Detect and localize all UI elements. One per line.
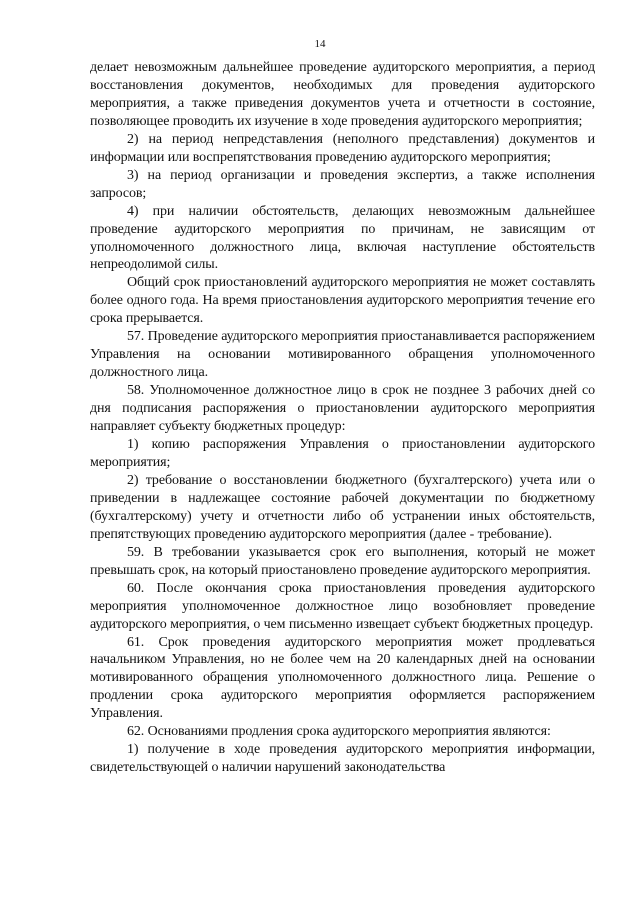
document-body [90,59,595,777]
paragraph-continuation: делает невозможным дальнейшее проведение аудиторского мероприятия, а период восстановления документов, необходимых для проведения аудиторского мероприятия, а также приведения документов учета и отчетности в состояние, позволяющее проводить их изучение в ходе проведения аудиторского мероприятия; [90,60,595,129]
paragraph-item-2: 2) на период непредставления (неполного представления) документов и информации или воспрепятствования проведению аудиторского мероприятия; [90,131,595,165]
paragraph-item-3: 3) на период организации и проведения экспертиз, а также исполнения запросов; [90,167,595,201]
paragraph-62: 62. Основаниями продления срока аудиторского мероприятия являются: [127,724,551,740]
paragraph-item-4: 4) при наличии обстоятельств, делающих невозможным дальнейшее проведение аудиторского мероприятия по причинам, не зависящим от уполномоченного должностного лица, включая наступление обстоятельств непреодолимой силы. [90,203,595,273]
paragraph-61: 61. Срок проведения аудиторского мероприятия может продлеваться начальником Управления, но не более чем на 20 календарных дней на основании мотивированного обращения уполномоченного должностного лица. Решение о продлении срока аудиторского мероприятия оформляется распоряжением Управления. [90,634,595,722]
page-number: 14 [314,38,326,50]
paragraph-59: 59. В требовании указывается срок его выполнения, который не может превышать срок, на который приостановлено проведение аудиторского мероприятия. [90,544,595,578]
paragraph-58-item-1: 1) копию распоряжения Управления о приостановлении аудиторского мероприятия; [90,437,595,470]
paragraph-60: 60. После окончания срока приостановления проведения аудиторского мероприятия уполномоченное должностное лицо возобновляет проведение аудиторского мероприятия, о чем письменно извещает субъект бюджетных процедур. [90,580,595,632]
paragraph-58-item-2: 2) требование о восстановлении бюджетного (бухгалтерского) учета или о приведении в надлежащее состояние рабочей документации по бюджетному (бухгалтерскому) учету и отчетности либо об устранении иных обстоятельств, препятствующих проведению аудиторского мероприятия (далее - требование). [90,472,595,542]
paragraph-total-term: Общий срок приостановлений аудиторского мероприятия не может составлять более одного года. На время приостановления аудиторского мероприятия течение его срока прерывается. [90,275,595,327]
paragraph-62-item-1: 1) получение в ходе проведения аудиторского мероприятия информации, свидетельствующей о наличии нарушений законодательства [90,742,595,776]
paragraph-58: 58. Уполномоченное должностное лицо в срок не позднее 3 рабочих дней со дня подписания распоряжения о приостановлении аудиторского мероприятия направляет субъекту бюджетных процедур: [90,383,595,435]
paragraph-57: 57. Проведение аудиторского мероприятия приостанавливается распоряжением Управления на основании мотивированного обращения уполномоченного должностного лица. [90,329,595,381]
